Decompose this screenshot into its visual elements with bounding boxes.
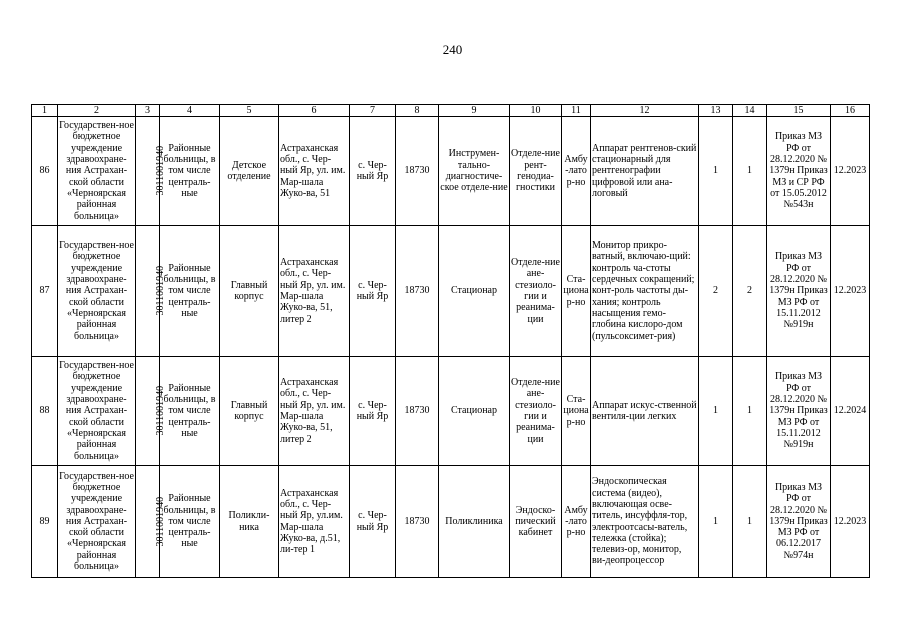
quantity-cell: 1	[733, 117, 767, 226]
facility-type-cell: Районные больницы, в том числе централь-ные	[160, 466, 220, 578]
column-number-cell: 10	[510, 105, 562, 117]
organization-cell: Государствен-ное бюджетное учреждение здравоохране-ния Астрахан-ской области «Черноярская районная больница»	[58, 117, 136, 226]
column-number-header-row	[32, 105, 870, 117]
quantity-cell: 1	[733, 466, 767, 578]
unit-cell: Главный корпус	[220, 357, 279, 466]
code-cell	[136, 226, 167, 357]
code-text: 3011001940	[155, 266, 167, 316]
subunit-cell: Отделе-ние ане-стезиоло-гии и реанима-ции	[510, 226, 562, 357]
code-cell	[136, 357, 167, 466]
column-number-cell: 8	[396, 105, 439, 117]
row-number-cell: 86	[32, 117, 58, 226]
organization-cell: Государствен-ное бюджетное учреждение здравоохране-ния Астрахан-ской области «Черноярская районная больница»	[58, 466, 136, 578]
date-cell: 12.2023	[831, 466, 870, 578]
facility-type-cell: Районные больницы, в том числе централь-ные	[160, 117, 220, 226]
order-cell: Приказ МЗ РФ от 28.12.2020 № 1379н Приказ МЗ РФ от 06.12.2017 №974н	[767, 466, 831, 578]
column-number-cell: 12	[591, 105, 699, 117]
department-cell: Стационар	[439, 357, 510, 466]
row-number-cell: 89	[32, 466, 58, 578]
column-number-cell: 16	[831, 105, 870, 117]
organization-cell: Государствен-ное бюджетное учреждение здравоохране-ния Астрахан-ской области «Черноярская районная больница»	[58, 226, 136, 357]
row-number-cell: 88	[32, 357, 58, 466]
column-number-cell: 13	[699, 105, 733, 117]
quantity-cell: 2	[699, 226, 733, 357]
index-cell: 18730	[396, 357, 439, 466]
address-cell: Астраханская обл., с. Чер-ный Яр, ул. им. Мар-шала Жуко-ва, 51, литер 2	[279, 226, 350, 357]
date-cell: 12.2023	[831, 117, 870, 226]
unit-cell: Главный корпус	[220, 226, 279, 357]
code-text: 3011001940	[155, 496, 167, 547]
care-mode-cell: Амбу-латор-но	[562, 117, 591, 226]
care-mode-cell: Амбу-латор-но	[562, 466, 591, 578]
column-number-cell: 7	[350, 105, 396, 117]
unit-cell: Поликли-ника	[220, 466, 279, 578]
quantity-cell: 1	[699, 117, 733, 226]
column-number-cell: 15	[767, 105, 831, 117]
column-number-cell: 3	[136, 105, 160, 117]
order-cell: Приказ МЗ РФ от 28.12.2020 № 1379н Приказ МЗ и СР РФ от 15.05.2012 №543н	[767, 117, 831, 226]
care-mode-cell: Ста-ционар-но	[562, 357, 591, 466]
department-cell: Поликлиника	[439, 466, 510, 578]
table-row	[32, 117, 870, 226]
order-cell: Приказ МЗ РФ от 28.12.2020 № 1379н Приказ МЗ РФ от 15.11.2012 №919н	[767, 226, 831, 357]
equipment-cell: Монитор прикро-ватный, включаю-щий: контроль ча-стоты сердечных сокращений; конт-роль частоты ды-хания; контроль насыщения гемо-глобина кислоро-дом (пульсоксимет-рия)	[591, 226, 699, 357]
column-number-cell: 2	[58, 105, 136, 117]
locality-cell: с. Чер-ный Яр	[350, 357, 396, 466]
subunit-cell: Эндоско-пический кабинет	[510, 466, 562, 578]
column-number-cell: 5	[220, 105, 279, 117]
equipment-cell: Эндоскопическая система (видео), включающая осве-титель, инсуффля-тор, электроотсасы-ватель, тележка (стойка); телевиз-ор, монитор, ви-деопроцессор	[591, 466, 699, 578]
column-number-cell: 9	[439, 105, 510, 117]
locality-cell: с. Чер-ный Яр	[350, 466, 396, 578]
index-cell: 18730	[396, 226, 439, 357]
column-number-cell: 6	[279, 105, 350, 117]
index-cell: 18730	[396, 117, 439, 226]
facility-type-cell: Районные больницы, в том числе централь-ные	[160, 226, 220, 357]
code-text: 3011001940	[155, 146, 167, 196]
order-cell: Приказ МЗ РФ от 28.12.2020 № 1379н Приказ МЗ РФ от 15.11.2012 №919н	[767, 357, 831, 466]
equipment-cell: Аппарат рентгенов-ский стационарный для рентгенографии цифровой или ана-логовый	[591, 117, 699, 226]
table-row	[32, 226, 870, 357]
organization-cell: Государствен-ное бюджетное учреждение здравоохране-ния Астрахан-ской области «Черноярская районная больница»	[58, 357, 136, 466]
equipment-registry-table	[31, 104, 870, 578]
column-number-cell: 11	[562, 105, 591, 117]
code-cell	[136, 466, 167, 578]
date-cell: 12.2023	[831, 226, 870, 357]
column-number-cell: 14	[733, 105, 767, 117]
quantity-cell: 2	[733, 226, 767, 357]
code-text: 3011001940	[155, 386, 167, 436]
subunit-cell: Отделе-ние ане-стезиоло-гии и реанима-ции	[510, 357, 562, 466]
code-cell	[136, 117, 167, 226]
quantity-cell: 1	[699, 466, 733, 578]
address-cell: Астраханская обл., с. Чер-ный Яр, ул. им. Мар-шала Жуко-ва, 51	[279, 117, 350, 226]
quantity-cell: 1	[699, 357, 733, 466]
address-cell: Астраханская обл., с. Чер-ный Яр, ул.им. Мар-шала Жуко-ва, д.51, ли-тер 1	[279, 466, 350, 578]
locality-cell: с. Чер-ный Яр	[350, 117, 396, 226]
date-cell: 12.2024	[831, 357, 870, 466]
equipment-cell: Аппарат искус-ственной вентиля-ции легких	[591, 357, 699, 466]
row-number-cell: 87	[32, 226, 58, 357]
locality-cell: с. Чер-ный Яр	[350, 226, 396, 357]
index-cell: 18730	[396, 466, 439, 578]
column-number-cell: 1	[32, 105, 58, 117]
quantity-cell: 1	[733, 357, 767, 466]
table-row	[32, 466, 870, 578]
page-number: 240	[442, 42, 463, 57]
department-cell: Стационар	[439, 226, 510, 357]
unit-cell: Детское отделение	[220, 117, 279, 226]
care-mode-cell: Ста-ционар-но	[562, 226, 591, 357]
facility-type-cell: Районные больницы, в том числе централь-ные	[160, 357, 220, 466]
subunit-cell: Отделе-ние рент-генодиа-гностики	[510, 117, 562, 226]
column-number-cell: 4	[160, 105, 220, 117]
department-cell: Инструмен-тально-диагностиче-ское отделе-ние	[439, 117, 510, 226]
address-cell: Астраханская обл., с. Чер-ный Яр, ул. им. Мар-шала Жуко-ва, 51, литер 2	[279, 357, 350, 466]
table-row	[32, 357, 870, 466]
